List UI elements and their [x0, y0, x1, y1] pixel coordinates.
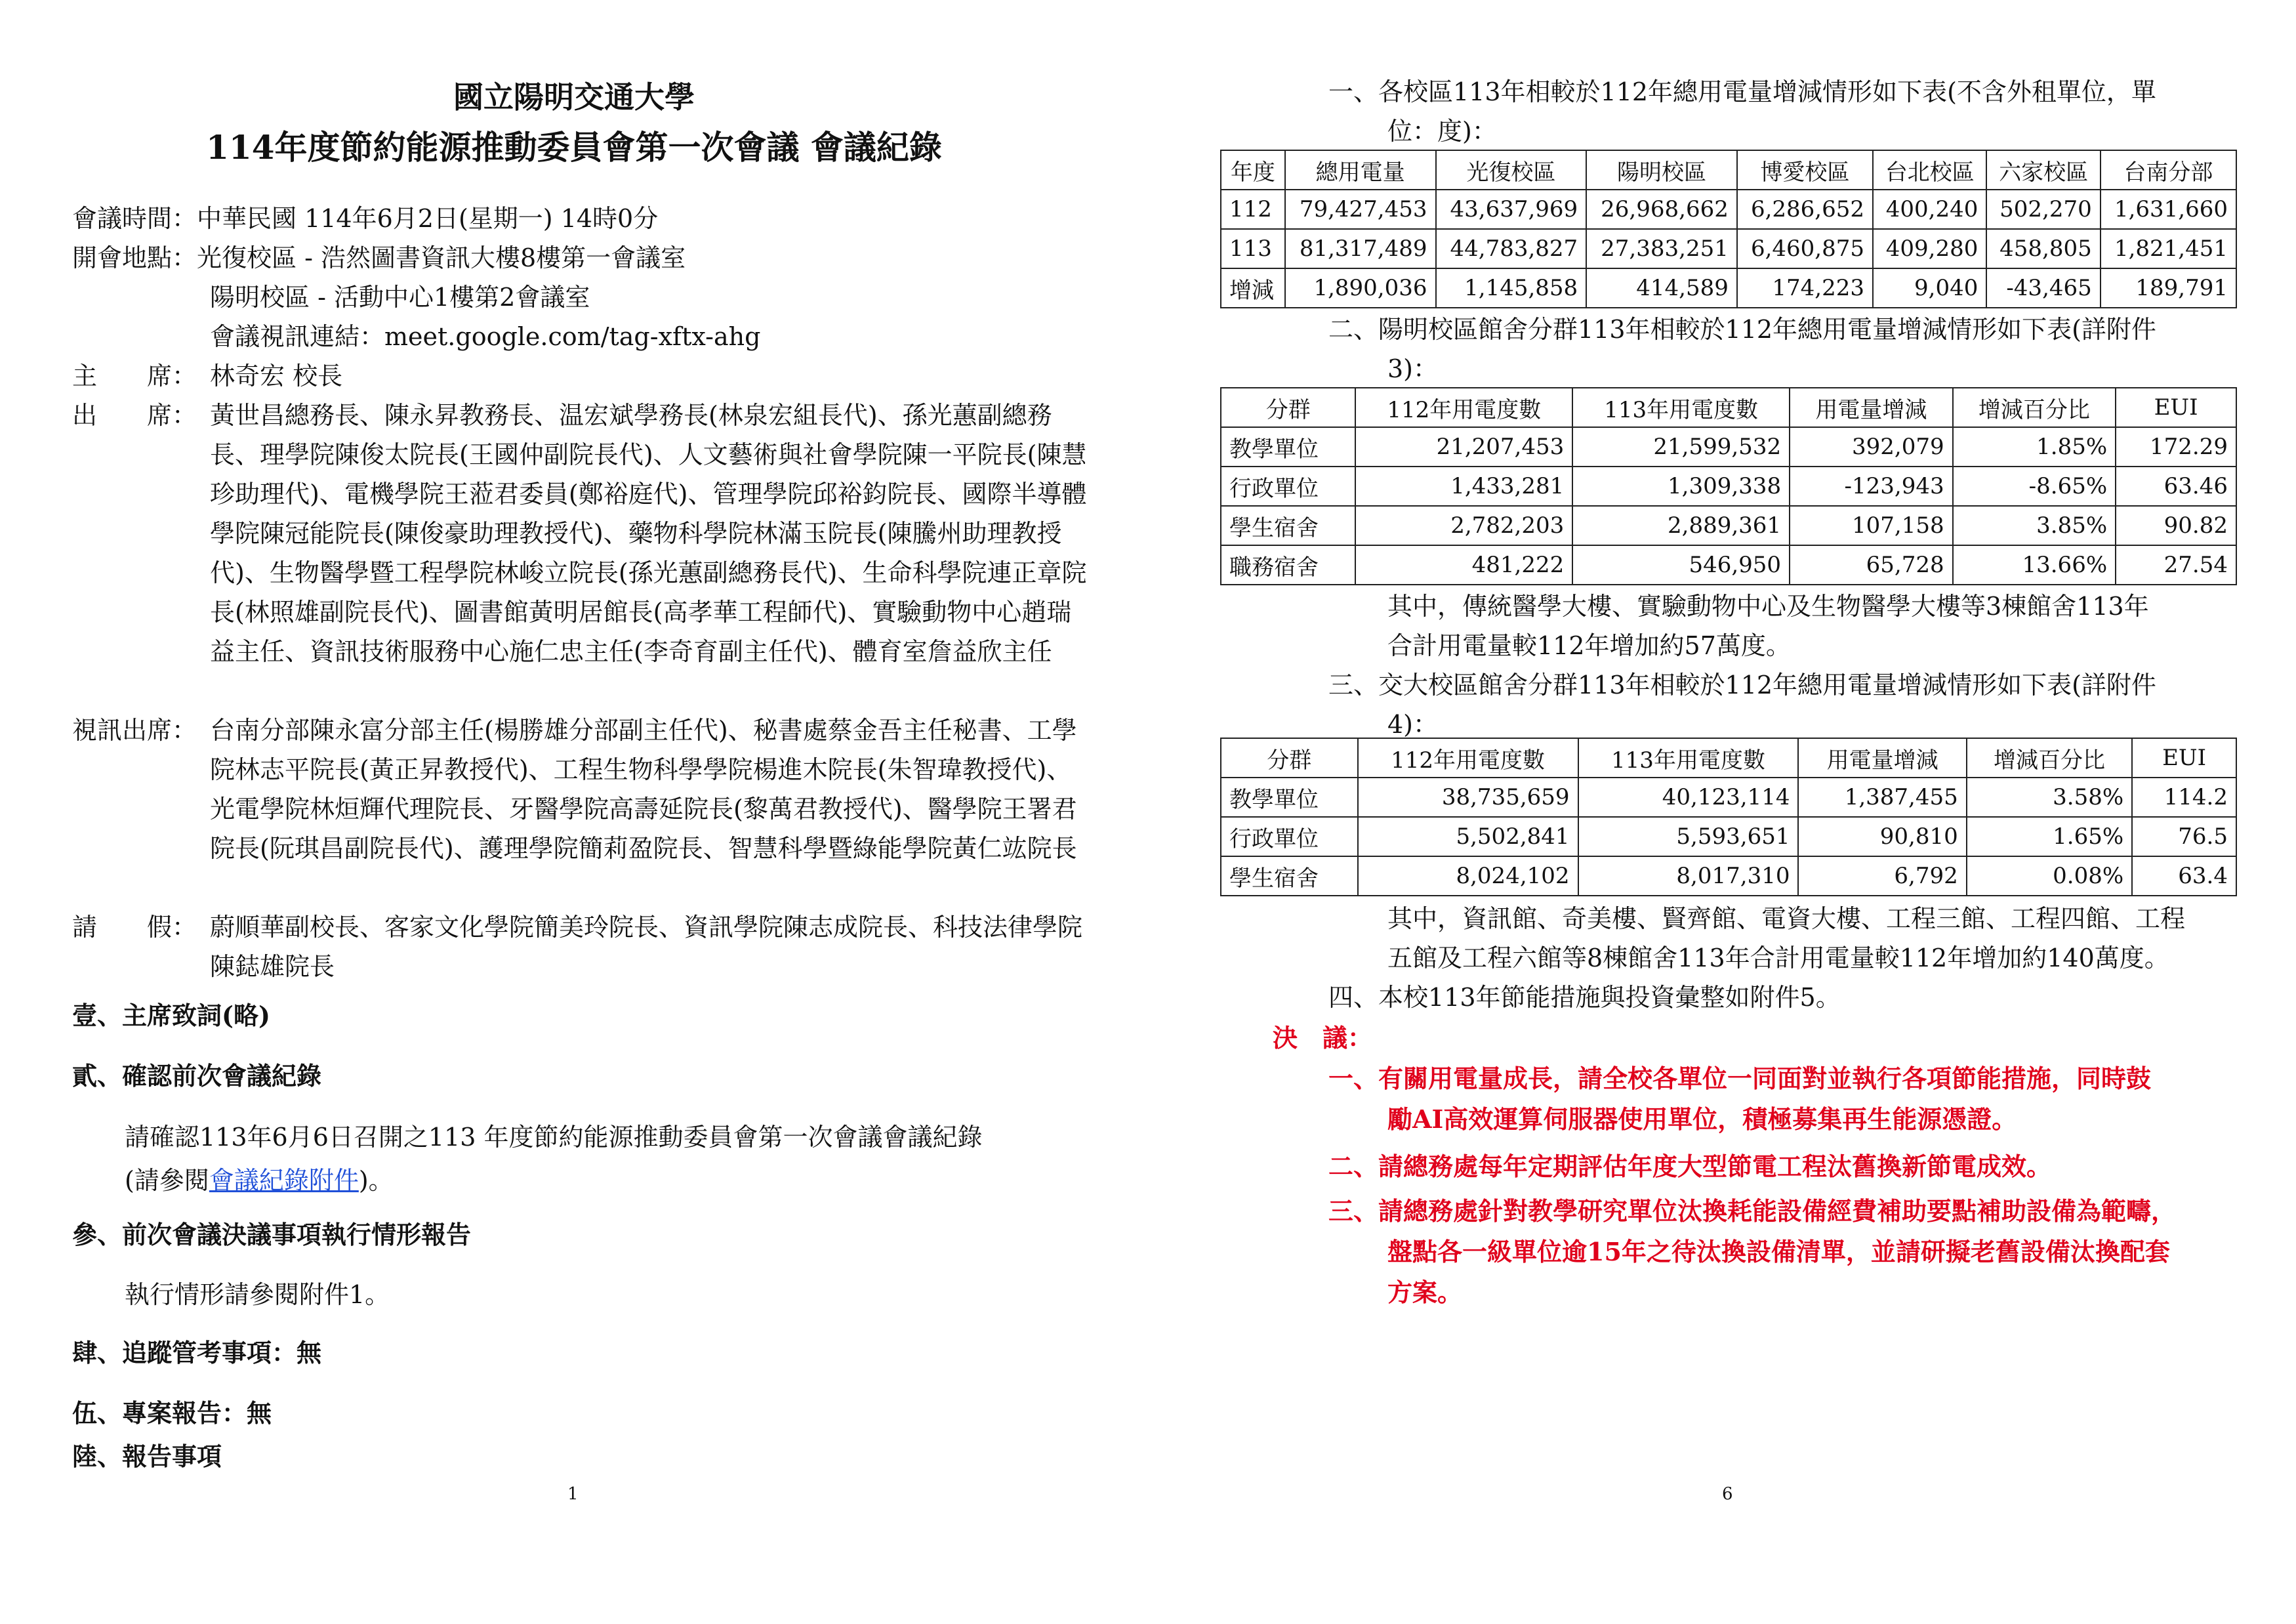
table-cell: 學生宿舍 — [1221, 506, 1355, 545]
table-cell: 3.85% — [1953, 506, 2116, 545]
table-cell: 546,950 — [1572, 545, 1790, 585]
resolution-1-cont: 勵AI高效運算伺服器使用單位，積極募集再生能源憑證。 — [1387, 1104, 2017, 1134]
table-cell: 40,123,114 — [1578, 778, 1799, 817]
video-attendees-label: 視訊出席： — [72, 716, 197, 745]
video-link-row — [210, 317, 760, 356]
table-header-row — [1221, 388, 2236, 427]
table-cell: 502,270 — [1986, 190, 2100, 229]
meeting-title: 114年度節約能源推動委員會第一次會議 會議紀錄 — [206, 128, 942, 167]
table-cell: 8,017,310 — [1578, 856, 1799, 896]
table-cell: 26,968,662 — [1586, 190, 1737, 229]
table-cell: 1,145,858 — [1436, 268, 1587, 308]
section-project-report: 伍、專案報告：無 — [72, 1398, 272, 1428]
column-header: 113年用電度數 — [1572, 388, 1790, 427]
item4-text: 四、本校113年節能措施與投資彙整如附件5。 — [1328, 983, 1841, 1012]
page-number: 6 — [1722, 1484, 1733, 1504]
table-cell: 行政單位 — [1221, 817, 1358, 856]
table-cell: 6,286,652 — [1737, 190, 1873, 229]
table-cell: 2,782,203 — [1355, 506, 1572, 545]
table-cell: 27,383,251 — [1586, 229, 1737, 268]
table-cell: 1,821,451 — [2101, 229, 2236, 268]
yangming-note: 其中，傳統醫學大樓、實驗動物中心及生物醫學大樓等3棟館舍113年 — [1387, 592, 2149, 621]
table-cell: 21,207,453 — [1355, 427, 1572, 467]
column-header: 用電量增減 — [1790, 388, 1953, 427]
section-tracking: 肆、追蹤管考事項：無 — [72, 1338, 322, 1367]
table-row — [1221, 817, 2236, 856]
table-cell: 1,387,455 — [1798, 778, 1966, 817]
confirm-minutes-text: 請確認113年6月6日召開之113 年度節約能源推動委員會第一次會議會議紀錄 — [125, 1123, 983, 1152]
table-cell: 90,810 — [1798, 817, 1966, 856]
attendees-label: 出 席： — [72, 401, 197, 430]
table-row — [1221, 545, 2236, 585]
column-header: 112年用電度數 — [1355, 388, 1572, 427]
table-cell: 行政單位 — [1221, 467, 1355, 506]
table-cell: 172.29 — [2116, 427, 2236, 467]
column-header: 分群 — [1221, 388, 1355, 427]
column-header: EUI — [2116, 388, 2236, 427]
table-cell: 13.66% — [1953, 545, 2116, 585]
yangming-note-cont: 合計用電量較112年增加約57萬度。 — [1387, 631, 1791, 660]
jiaotong-note: 其中，資訊館、奇美樓、賢齊館、電資大樓、工程三館、工程四館、工程 — [1387, 904, 2186, 933]
table-cell: 5,593,651 — [1578, 817, 1799, 856]
chair-name: 林奇宏 校長 — [210, 362, 343, 390]
table-cell: 409,280 — [1873, 229, 1986, 268]
table-cell: 63.4 — [2132, 856, 2236, 896]
item2-text: 二、陽明校區館舍分群113年相較於112年總用電量增減情形如下表(詳附件 — [1328, 315, 2156, 344]
column-header: 增減百分比 — [1967, 738, 2132, 778]
column-header: 博愛校區 — [1737, 150, 1873, 190]
jiaotong-power-table — [1220, 738, 2237, 896]
section-chair-address: 壹、主席致詞(略) — [72, 1001, 270, 1030]
table-cell: 38,735,659 — [1358, 778, 1578, 817]
item3-text-cont: 4)： — [1387, 710, 1439, 739]
university-title: 國立陽明交通大學 — [453, 79, 695, 115]
column-header: 台北校區 — [1873, 150, 1986, 190]
resolution-3-end: 方案。 — [1387, 1278, 1463, 1307]
table-cell: 43,637,969 — [1436, 190, 1587, 229]
video-link-label: 會議視訊連結： — [210, 322, 385, 351]
column-header: 總用電量 — [1285, 150, 1436, 190]
resolution-1: 一、有關用電量成長，請全校各單位一同面對並執行各項節能措施，同時鼓 — [1328, 1064, 2152, 1093]
table-cell: 458,805 — [1986, 229, 2100, 268]
jiaotong-note-cont: 五館及工程六館等8棟館舍113年合計用電量較112年增加約140萬度。 — [1387, 944, 2169, 972]
table-cell: 114.2 — [2132, 778, 2236, 817]
table-cell: 學生宿舍 — [1221, 856, 1358, 896]
table-cell: 1,309,338 — [1572, 467, 1790, 506]
table-row — [1221, 506, 2236, 545]
item2-text-cont: 3)： — [1387, 354, 1439, 383]
right-page — [1148, 0, 2296, 1624]
column-header: 113年用電度數 — [1578, 738, 1799, 778]
table-cell: 63.46 — [2116, 467, 2236, 506]
column-header: 112年用電度數 — [1358, 738, 1578, 778]
item1-text: 一、各校區113年相較於112年總用電量增減情形如下表(不含外租單位，單 — [1328, 77, 2156, 106]
table-cell: -123,943 — [1790, 467, 1953, 506]
column-header: 分群 — [1221, 738, 1358, 778]
meeting-time: 會議時間：中華民國 114年6月2日(星期一) 14時0分 — [72, 204, 659, 233]
table-cell: 0.08% — [1967, 856, 2132, 896]
attendees-list: 黃世昌總務長、陳永昇教務長、温宏斌學務長(林泉宏組長代)、孫光蕙副總務長、理學院陳俊太院長(王國仲副院長代)、人文藝術與社會學院陳一平院長(陳慧珍助理代)、電機學院王蒞君委員(鄭裕庭代)、管理學院邱裕鈞院長、國際半導體學院陳冠能院長(陳俊豪助理教授代)、藥物科學院林滿玉院長(陳騰州助理教授代)、生物醫學暨工程學院林峻立院長(孫光蕙副總務長代)、生命科學院連正章院長(林照雄副院長代)、圖書館黃明居館長(高孝華工程師代)、實驗動物中心趙瑞益主任、資訊技術服務中心施仁忠主任(李奇育副主任代)、體育室詹益欣主任 — [210, 401, 1087, 666]
meeting-place-secondary: 陽明校區 - 活動中心1樓第2會議室 — [210, 283, 590, 312]
page-number: 1 — [567, 1484, 579, 1504]
table-cell: 27.54 — [2116, 545, 2236, 585]
table-cell: 174,223 — [1737, 268, 1873, 308]
table-row — [1221, 467, 2236, 506]
table-cell: 2,889,361 — [1572, 506, 1790, 545]
table-cell: 90.82 — [2116, 506, 2236, 545]
table-cell: 65,728 — [1790, 545, 1953, 585]
table-cell: 189,791 — [2101, 268, 2236, 308]
table-cell: 44,783,827 — [1436, 229, 1587, 268]
table-cell: 6,792 — [1798, 856, 1966, 896]
yangming-power-table — [1220, 387, 2237, 585]
leave-list: 蔚順華副校長、客家文化學院簡美玲院長、資訊學院陳志成院長、科技法律學院陳鋕雄院長 — [210, 913, 1083, 981]
column-header: 六家校區 — [1986, 150, 2100, 190]
table-cell: 5,502,841 — [1358, 817, 1578, 856]
table-cell: 79,427,453 — [1285, 190, 1436, 229]
video-attendees-list: 台南分部陳永富分部主任(楊勝雄分部副主任代)、秘書處蔡金吾主任秘書、工學院林志平院長(黃正昇教授代)、工程生物科學學院楊進木院長(朱智瑋教授代)、光電學院林烜輝代理院長、牙醫學院高壽延院長(黎萬君教授代)、醫學院王署君院長(阮琪昌副院長代)、護理學院簡莉盈院長、智慧科學暨綠能學院黃仁竑院長 — [210, 716, 1077, 863]
table-cell: 112 — [1221, 190, 1285, 229]
table-cell: 81,317,489 — [1285, 229, 1436, 268]
table-cell: 9,040 — [1873, 268, 1986, 308]
table-cell: 400,240 — [1873, 190, 1986, 229]
resolution-3: 三、請總務處針對教學研究單位汰換耗能設備經費補助要點補助設備為範疇， — [1328, 1196, 2177, 1226]
ref-prefix: (請參閱 — [125, 1166, 209, 1195]
section-report-items: 陸、報告事項 — [72, 1442, 222, 1471]
table-cell: 6,460,875 — [1737, 229, 1873, 268]
table-header-row — [1221, 738, 2236, 778]
table-cell: 教學單位 — [1221, 427, 1355, 467]
section-confirm-minutes: 貳、確認前次會議紀錄 — [72, 1061, 322, 1091]
table-cell: 392,079 — [1790, 427, 1953, 467]
column-header: 用電量增減 — [1798, 738, 1966, 778]
table-cell: 8,024,102 — [1358, 856, 1578, 896]
meeting-place: 開會地點：光復校區 - 浩然圖書資訊大樓8樓第一會議室 — [72, 243, 686, 272]
table-cell: 1,631,660 — [2101, 190, 2236, 229]
table-cell: 1.85% — [1953, 427, 2116, 467]
table-cell: 教學單位 — [1221, 778, 1358, 817]
item3-text: 三、交大校區館舍分群113年相較於112年總用電量增減情形如下表(詳附件 — [1328, 671, 2156, 699]
video-link[interactable]: meet.google.com/tag-xftx-ahg — [384, 322, 761, 351]
table-cell: 1.65% — [1967, 817, 2132, 856]
table-row — [1221, 268, 2236, 308]
table-header-row — [1221, 150, 2236, 190]
campus-power-table — [1220, 150, 2237, 308]
resolution-label: 決 議： — [1273, 1023, 1373, 1052]
table-row — [1221, 229, 2236, 268]
chair-label: 主 席： — [72, 362, 197, 390]
column-header: 陽明校區 — [1586, 150, 1737, 190]
table-cell: 3.58% — [1967, 778, 2132, 817]
table-cell: 增減 — [1221, 268, 1285, 308]
column-header: 光復校區 — [1436, 150, 1587, 190]
confirm-minutes-ref — [125, 1159, 394, 1202]
table-cell: 1,890,036 — [1285, 268, 1436, 308]
table-cell: -43,465 — [1986, 268, 2100, 308]
table-row — [1221, 427, 2236, 467]
column-header: 年度 — [1221, 150, 1285, 190]
previous-resolutions-text: 執行情形請參閱附件1。 — [125, 1280, 390, 1309]
table-cell: 481,222 — [1355, 545, 1572, 585]
table-row — [1221, 856, 2236, 896]
table-cell: -8.65% — [1953, 467, 2116, 506]
table-cell: 21,599,532 — [1572, 427, 1790, 467]
table-cell: 76.5 — [2132, 817, 2236, 856]
resolution-3-cont: 盤點各一級單位逾15年之待汰換設備清單，並請研擬老舊設備汰換配套 — [1387, 1237, 2170, 1266]
ref-suffix: )。 — [358, 1166, 394, 1195]
column-header: 增減百分比 — [1953, 388, 2116, 427]
table-row — [1221, 190, 2236, 229]
column-header: 台南分部 — [2101, 150, 2236, 190]
table-cell: 職務宿舍 — [1221, 545, 1355, 585]
leave-label: 請 假： — [72, 913, 197, 942]
column-header: EUI — [2132, 738, 2236, 778]
table-row — [1221, 778, 2236, 817]
resolution-2: 二、請總務處每年定期評估年度大型節電工程汰舊換新節電成效。 — [1328, 1152, 2052, 1181]
item1-text-cont: 位：度)： — [1387, 117, 1497, 146]
section-previous-resolutions: 參、前次會議決議事項執行情形報告 — [72, 1220, 472, 1249]
table-cell: 113 — [1221, 229, 1285, 268]
minutes-attachment-link[interactable]: 會議紀錄附件 — [209, 1166, 359, 1195]
table-cell: 414,589 — [1586, 268, 1737, 308]
table-cell: 107,158 — [1790, 506, 1953, 545]
table-cell: 1,433,281 — [1355, 467, 1572, 506]
